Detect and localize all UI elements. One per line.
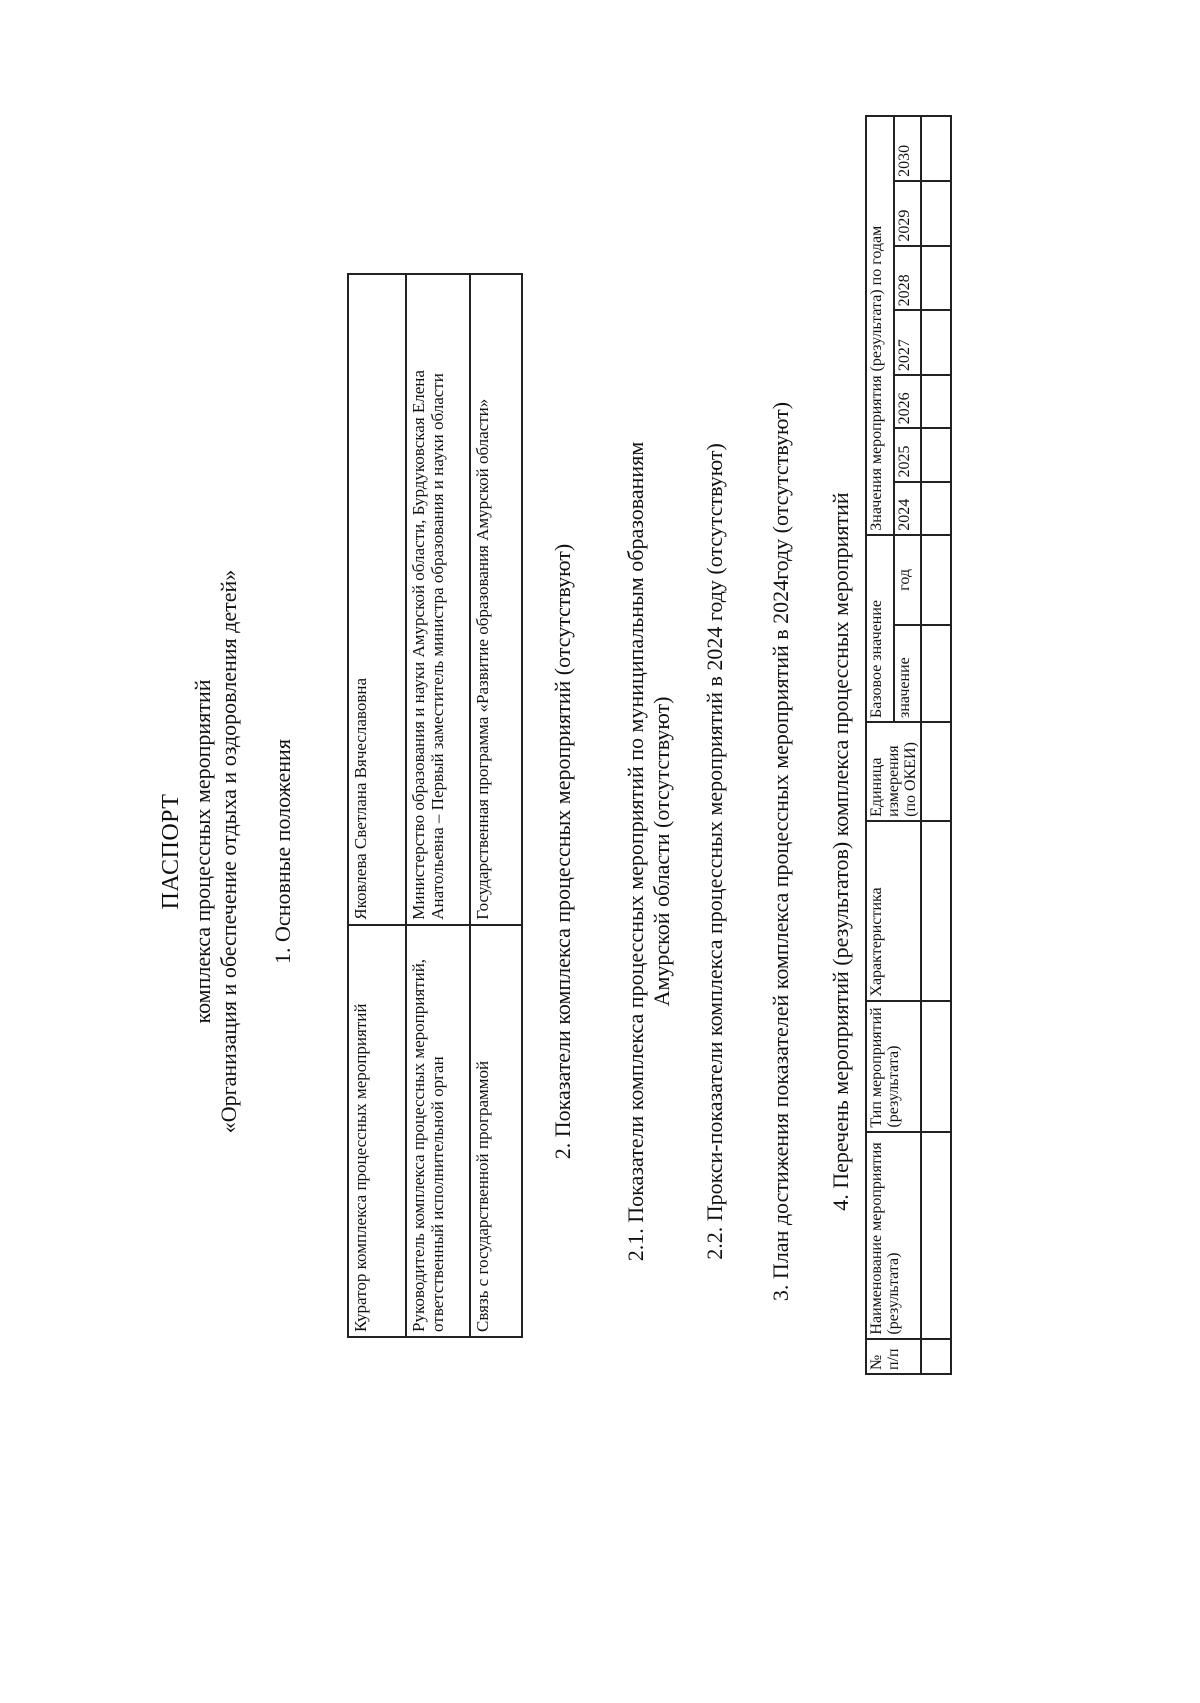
doc-subtitle-2: «Организация и обеспечение отдыха и оздоровления детей» — [216, 569, 241, 1134]
curator-value: Яковлева Светлана Вячеславовна — [348, 274, 406, 925]
table-header-row — [866, 116, 894, 1374]
table-row — [921, 116, 951, 1374]
table-row — [406, 274, 470, 1337]
col-year: 2029 — [894, 181, 922, 246]
col-year: 2030 — [894, 116, 922, 181]
curator-label: Куратор комплекса процессных мероприятий — [348, 925, 406, 1337]
col-name: Наименование мероприятия (результата) — [866, 1132, 921, 1339]
col-characteristic: Характеристика — [866, 821, 921, 1001]
col-base-value: значение — [894, 625, 922, 722]
col-type: Тип мероприятий (результата) — [866, 1001, 921, 1132]
head-value: Министерство образования и науки Амурской области, Бурдуковская Елена Анатольевна – Первый заместитель министра образования и науки области — [406, 274, 470, 925]
section-2-1-heading-cont: Амурской области (отсутствуют) — [649, 696, 674, 1007]
col-number: № п/п — [866, 1339, 921, 1374]
col-values: Значения мероприятия (результата) по годам — [866, 116, 894, 535]
section-2-2-heading: 2.2. Прокси-показатели комплекса процессных мероприятий в 2024 году (отсутствуют) — [702, 443, 727, 1260]
doc-title: ПАСПОРТ — [158, 793, 184, 910]
info-table — [347, 273, 523, 1338]
head-label: Руководитель комплекса процессных мероприятий, ответственный исполнительной орган — [406, 925, 470, 1337]
col-year: 2027 — [894, 310, 922, 375]
section-2-1-heading: 2.1. Показатели комплекса процессных мероприятий по муниципальным образованиям — [623, 441, 648, 1262]
table-row — [470, 274, 522, 1337]
program-link-value: Государственная программа «Развитие образования Амурской области» — [470, 274, 522, 925]
col-year: 2026 — [894, 375, 922, 428]
table-row — [348, 274, 406, 1337]
section-1-heading: 1. Основные положения — [270, 739, 295, 964]
col-year: 2025 — [894, 428, 922, 481]
col-year: 2028 — [894, 246, 922, 311]
col-year: 2024 — [894, 482, 922, 535]
col-base-year: год — [894, 535, 922, 625]
program-link-label: Связь с государственной программой — [470, 925, 522, 1337]
section-4-heading: 4. Перечень мероприятий (результатов) комплекса процессных мероприятий — [828, 492, 853, 1211]
events-table — [865, 115, 952, 1375]
section-3-heading: 3. План достижения показателей комплекса процессных мероприятий в 2024году (отсутствуют) — [768, 401, 793, 1302]
section-2-heading: 2. Показатели комплекса процессных мероприятий (отсутствуют) — [550, 543, 575, 1160]
col-base: Базовое значение — [866, 535, 894, 722]
doc-subtitle: комплекса процессных мероприятий — [190, 679, 215, 1024]
col-unit: Единица измерения (по ОКЕИ) — [866, 722, 921, 821]
